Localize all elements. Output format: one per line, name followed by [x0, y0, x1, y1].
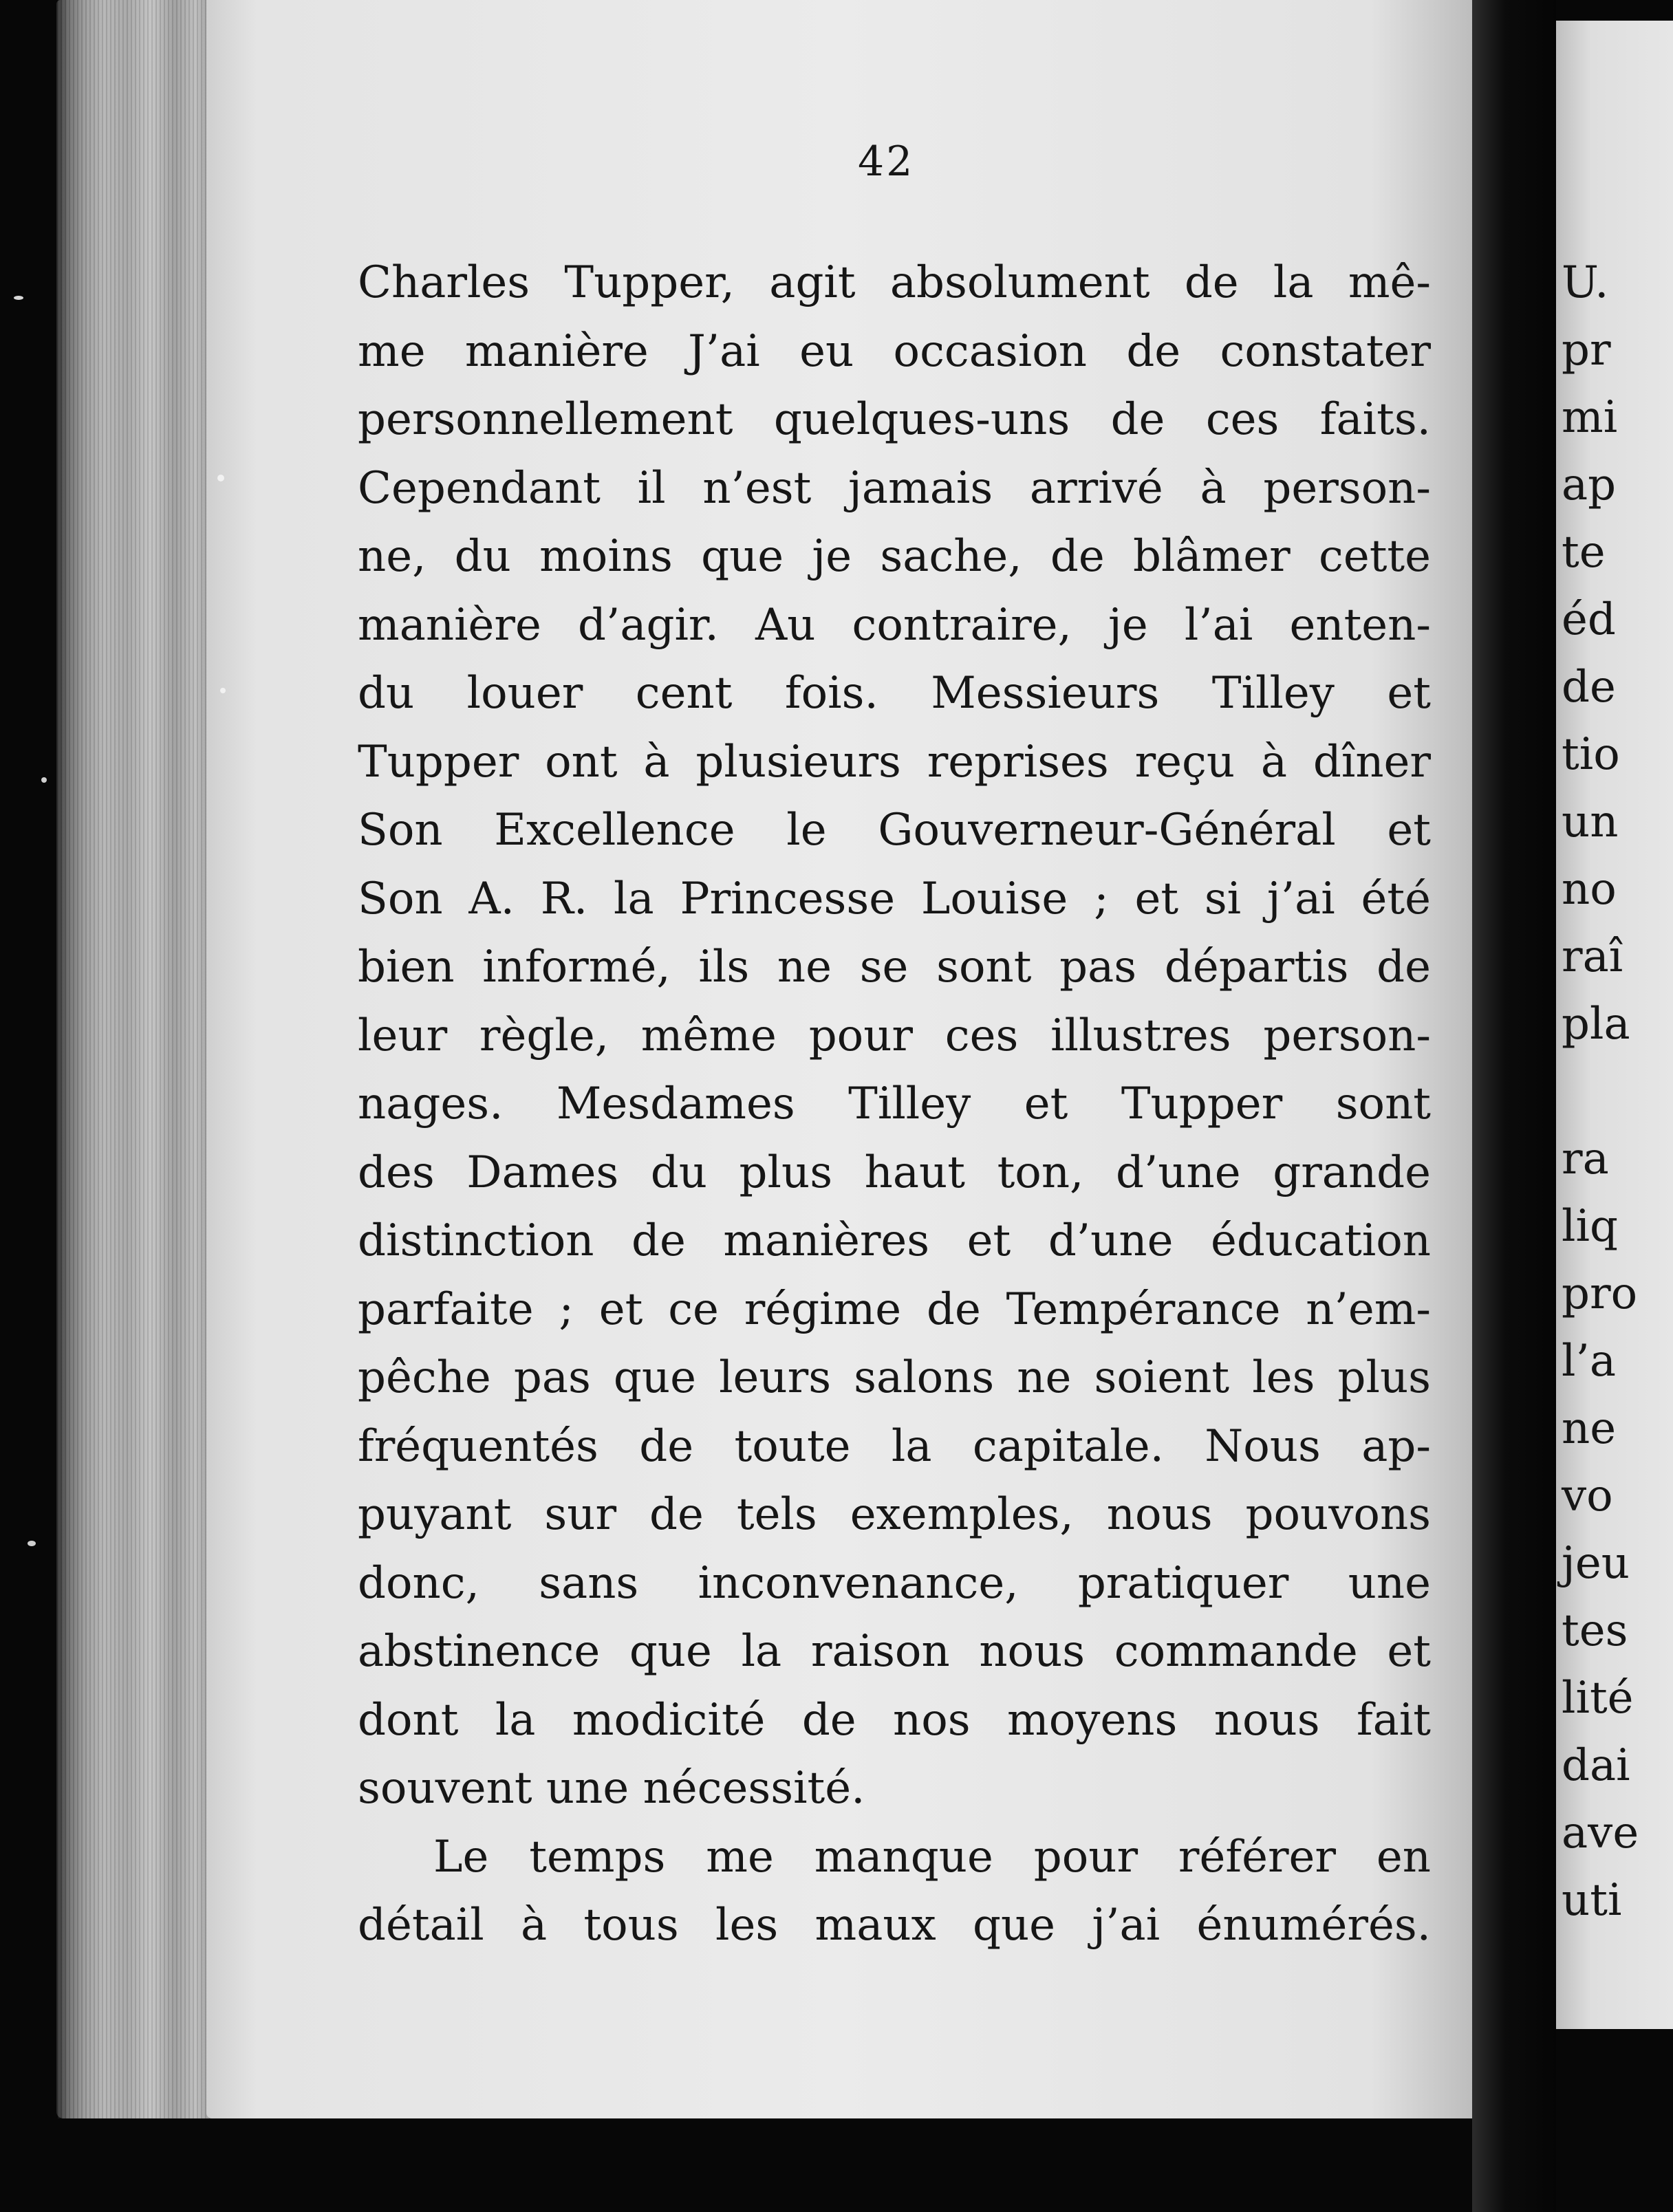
scan-speck — [41, 777, 47, 783]
facing-line: vo — [1562, 1471, 1613, 1521]
scan-speck — [217, 475, 224, 481]
facing-line: de — [1562, 662, 1616, 713]
text-line: manière d’agir. Au contraire, je l’ai enten- — [358, 599, 1431, 651]
text-line: Son Excellence le Gouverneur-Général et — [358, 805, 1431, 856]
text-line: des Dames du plus haut ton, d’une grande — [358, 1147, 1431, 1198]
book-page-edges — [56, 0, 215, 2118]
text-line: souvent une nécessité. — [358, 1763, 865, 1814]
facing-line: éd — [1562, 594, 1616, 645]
text-line: nages. Mesdames Tilley et Tupper sont — [358, 1078, 1431, 1129]
facing-line: l’a — [1562, 1336, 1616, 1387]
text-line: pêche pas que leurs salons ne soient les plus — [358, 1352, 1431, 1403]
facing-page-text — [1562, 249, 1673, 1934]
facing-line: raî — [1562, 931, 1623, 982]
scan-speck — [220, 688, 226, 693]
facing-line: jeu — [1562, 1538, 1630, 1589]
facing-line: un — [1562, 796, 1619, 847]
text-line: du louer cent fois. Messieurs Tilley et — [358, 668, 1431, 719]
paragraph-gap — [1562, 1058, 1673, 1125]
text-line: donc, sans inconvenance, pratiquer une — [358, 1557, 1431, 1609]
facing-line: ap — [1562, 459, 1617, 510]
text-line: distinction de manières et d’une éducation — [358, 1215, 1431, 1266]
text-line: détail à tous les maux que j’ai énumérés. — [358, 1900, 1431, 1951]
facing-line: pro — [1562, 1268, 1638, 1319]
text-line: Le temps me manque pour référer en — [433, 1831, 1431, 1883]
facing-line: dai — [1562, 1740, 1630, 1791]
facing-line: ave — [1562, 1808, 1639, 1858]
text-line: parfaite ; et ce régime de Tempérance n’em- — [358, 1283, 1431, 1335]
facing-line: pr — [1562, 325, 1611, 376]
scan-speck — [28, 1541, 36, 1546]
text-line: dont la modicité de nos moyens nous fait — [358, 1694, 1431, 1746]
text-line: Son A. R. la Princesse Louise ; et si j’ai été — [358, 873, 1431, 924]
text-line: personnellement quelques-uns de ces faits. — [358, 394, 1431, 445]
facing-line: U. — [1562, 257, 1609, 308]
facing-line: te — [1562, 527, 1606, 578]
text-line: fréquentés de toute la capitale. Nous ap- — [358, 1420, 1431, 1472]
text-line: bien informé, ils ne se sont pas départis de — [358, 942, 1431, 993]
scan-speck — [14, 296, 23, 300]
text-line: me manière J’ai eu occasion de constater — [358, 325, 1431, 377]
facing-line: tes — [1562, 1605, 1628, 1656]
facing-line: no — [1562, 864, 1617, 915]
facing-line: mi — [1562, 392, 1618, 443]
facing-line: pla — [1562, 999, 1630, 1050]
body-text — [358, 249, 1431, 1960]
facing-line: lité — [1562, 1673, 1634, 1724]
text-line: abstinence que la raison nous commande et — [358, 1626, 1431, 1677]
facing-line: ne — [1562, 1403, 1617, 1454]
page-number: 42 — [858, 138, 915, 186]
text-line: ne, du moins que je sache, de blâmer cette — [358, 531, 1431, 582]
text-line: Tupper ont à plusieurs reprises reçu à dîner — [358, 736, 1431, 788]
facing-line: liq — [1562, 1201, 1618, 1252]
text-line: Cependant il n’est jamais arrivé à person- — [358, 462, 1431, 514]
facing-line: tio — [1562, 729, 1620, 780]
facing-line: ra — [1562, 1134, 1609, 1184]
book-gutter — [1472, 0, 1556, 2212]
text-line: Charles Tupper, agit absolument de la mê- — [358, 257, 1431, 308]
text-line: leur règle, même pour ces illustres person- — [358, 1010, 1431, 1061]
facing-line: uti — [1562, 1875, 1622, 1926]
text-line: puyant sur de tels exemples, nous pouvons — [358, 1489, 1431, 1540]
facing-page — [1556, 21, 1673, 2029]
